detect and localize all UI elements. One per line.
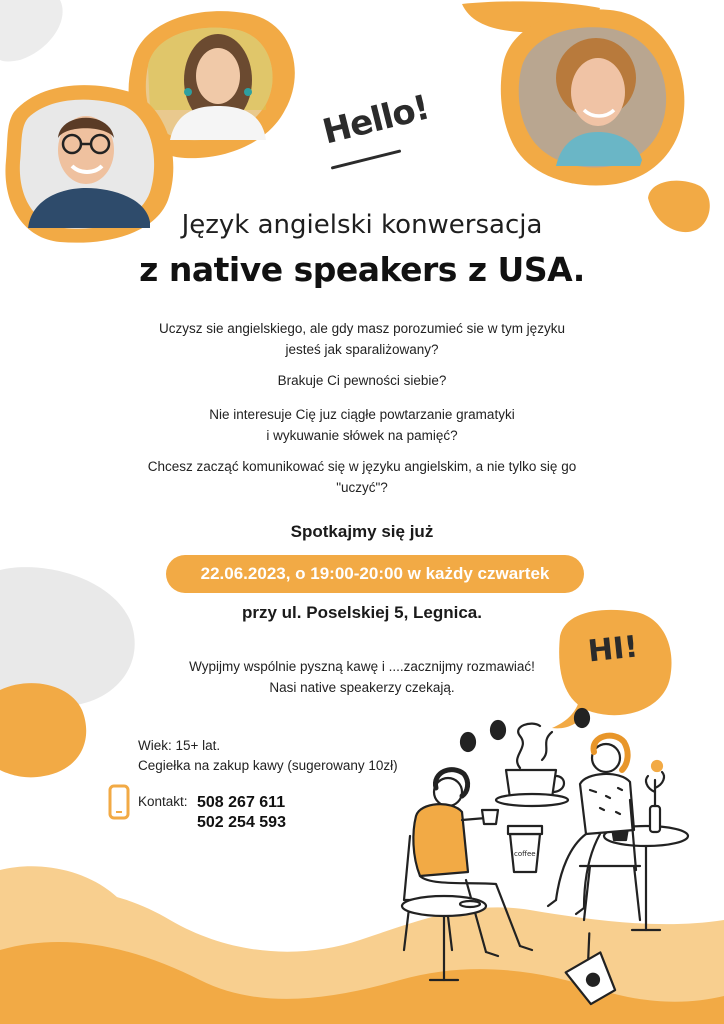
age-info: Wiek: 15+ lat. bbox=[138, 738, 221, 753]
phone-number-1[interactable]: 508 267 611 bbox=[197, 794, 286, 811]
question-4-line-2: "uczyć"? bbox=[336, 480, 388, 495]
donation-info: Cegiełka na zakup kawy (sugerowany 10zł) bbox=[138, 758, 398, 773]
question-3 bbox=[100, 404, 624, 446]
question-1-line-2: jesteś jak sparaliżowany? bbox=[285, 342, 439, 357]
invite-line-2: Nasi native speakerzy czekają. bbox=[269, 680, 455, 695]
question-2-line-1: Brakuje Ci pewności siebie? bbox=[277, 373, 447, 388]
phone-icon bbox=[110, 786, 128, 818]
question-3-line-1: Nie interesuje Cię juz ciągłe powtarzanie gramatyki bbox=[209, 407, 515, 422]
question-2 bbox=[100, 370, 624, 391]
meet-heading: Spotkajmy się już bbox=[290, 522, 434, 541]
question-4 bbox=[100, 456, 624, 498]
svg-text:coffee: coffee bbox=[514, 850, 536, 858]
question-1-line-1: Uczysz sie angielskiego, ale gdy masz porozumieć sie w tym języku bbox=[159, 321, 565, 336]
date-time-pill: 22.06.2023, o 19:00-20:00 w każdy czwartek bbox=[166, 555, 584, 593]
question-1 bbox=[100, 318, 624, 360]
photo-older-woman-frame bbox=[501, 9, 685, 185]
hello-underline bbox=[331, 149, 402, 169]
hello-sticker bbox=[318, 87, 433, 170]
question-4-line-1: Chcesz zacząć komunikować się w języku angielskim, a nie tylko się go bbox=[147, 459, 577, 474]
invite bbox=[100, 656, 624, 698]
phone-number-2[interactable]: 502 254 593 bbox=[197, 814, 286, 831]
woman-face bbox=[196, 48, 240, 104]
title-line-1: Język angielski konwersacja bbox=[181, 210, 543, 240]
contact-label: Kontakt: bbox=[138, 794, 188, 809]
coffee-bean-icon bbox=[461, 709, 589, 751]
question-3-line-2: i wykuwanie słówek na pamięć? bbox=[266, 428, 458, 443]
steam-icon bbox=[517, 724, 540, 768]
man-head bbox=[434, 778, 462, 806]
invite-line-1: Wypijmy wspólnie pyszną kawę i ....zacznijmy rozmawiać! bbox=[189, 659, 535, 674]
title-line-2: z native speakers z USA. bbox=[139, 250, 585, 289]
grey-blob-top bbox=[0, 0, 63, 62]
hello-text: Hello! bbox=[318, 87, 433, 153]
address: przy ul. Poselskiej 5, Legnica. bbox=[242, 603, 482, 622]
plant-icon bbox=[646, 761, 664, 832]
hi-text: HI! bbox=[586, 629, 640, 670]
